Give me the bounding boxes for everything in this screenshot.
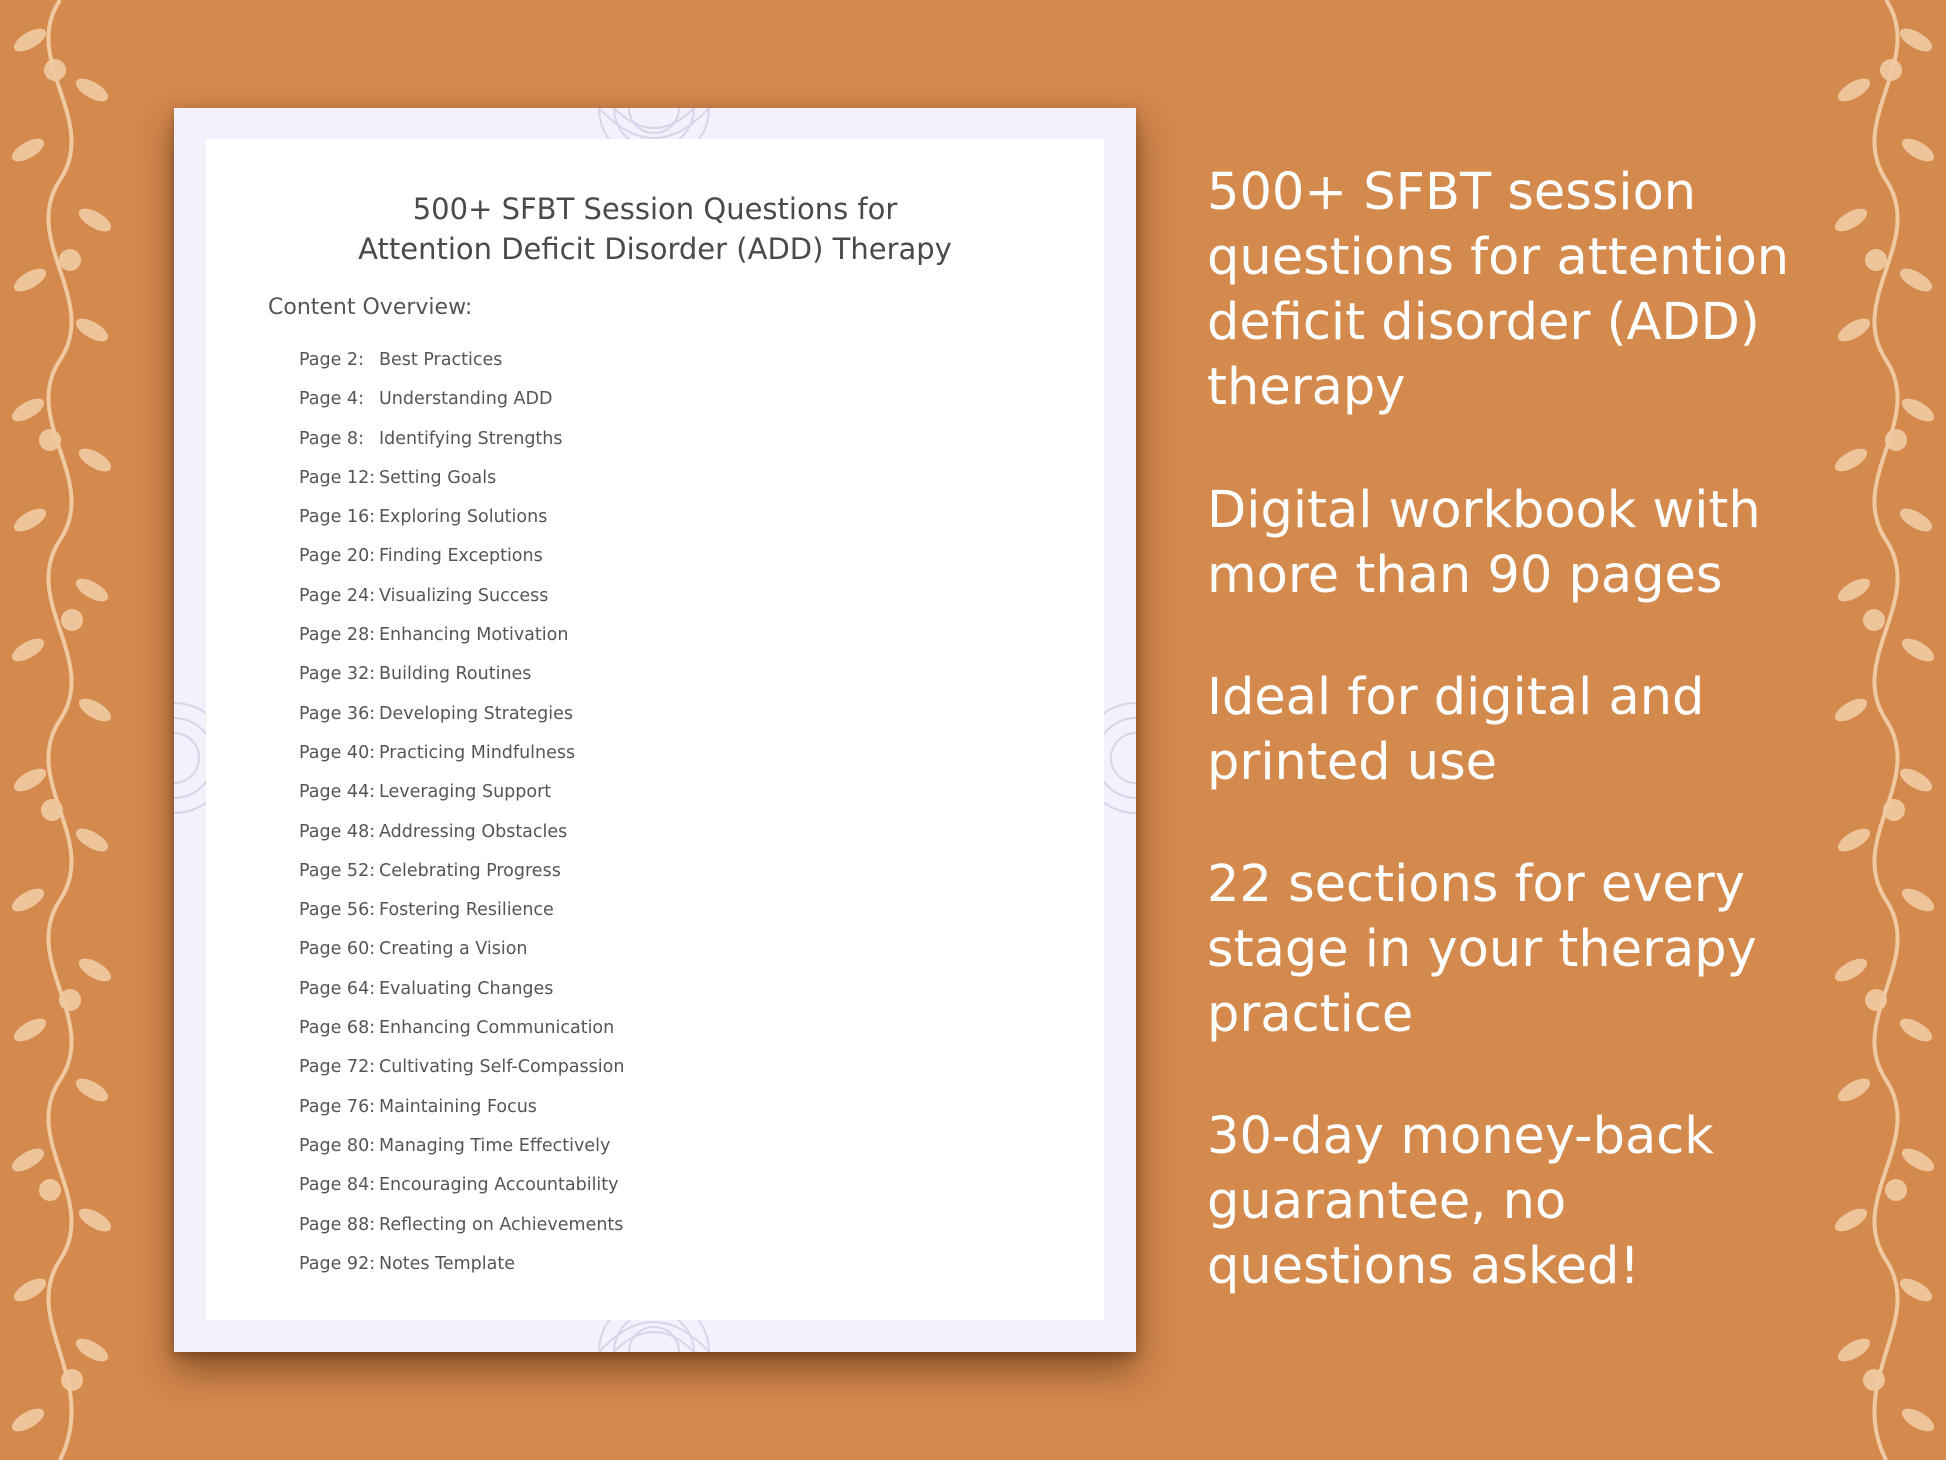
toc-item: Page 24: Visualizing Success [299,585,549,606]
toc-item: Page 84: Encouraging Accountability [299,1175,619,1196]
floral-vine-left-icon [0,0,130,1460]
toc-item: Page 72: Cultivating Self-Compassion [299,1057,625,1078]
toc-item: Page 16: Exploring Solutions [299,507,548,528]
toc-item: Page 44: Leveraging Support [299,782,552,803]
toc-item: Page 88: Reflecting on Achievements [299,1214,624,1235]
toc-item: Page 76: Maintaining Focus [299,1096,537,1117]
document-title-line2: Attention Deficit Disorder (ADD) Therapy [358,232,952,266]
toc-item: Page 56: Fostering Resilience [299,900,554,921]
document-preview [174,108,1136,1352]
toc-item: Page 64: Evaluating Changes [299,978,554,999]
toc-item: Page 92: Notes Template [299,1253,515,1274]
document-page [206,139,1104,1320]
toc-item: Page 32: Building Routines [299,664,532,685]
floral-vine-right-icon [1816,0,1946,1460]
toc-item: Page 20: Finding Exceptions [299,546,543,567]
feature-item: 30-day money-back guarantee, no questions asked! [1207,1107,1714,1296]
toc-item: Page 52: Celebrating Progress [299,860,561,881]
feature-item: 500+ SFBT session questions for attention deficit disorder (ADD) therapy [1207,163,1790,417]
toc-item: Page 48: Addressing Obstacles [299,821,568,842]
toc-item: Page 8: Identifying Strengths [299,428,563,449]
feature-item: Digital workbook with more than 90 pages [1207,481,1761,605]
feature-item: 22 sections for every stage in your therapy practice [1207,855,1757,1044]
document-title-line1: 500+ SFBT Session Questions for [412,192,898,226]
toc-item: Page 36: Developing Strategies [299,703,574,724]
toc-item: Page 12: Setting Goals [299,467,497,488]
toc-item: Page 60: Creating a Vision [299,939,528,960]
content-overview-label: Content Overview: [268,295,473,320]
toc-item: Page 80: Managing Time Effectively [299,1135,611,1156]
toc-item: Page 4: Understanding ADD [299,389,553,410]
toc-item: Page 2: Best Practices [299,350,503,370]
document-title [206,189,1104,269]
toc-item: Page 28: Enhancing Motivation [299,625,569,646]
feature-item: Ideal for digital and printed use [1207,668,1705,792]
table-of-contents [299,341,624,1284]
toc-item: Page 68: Enhancing Communication [299,1018,615,1039]
toc-item: Page 40: Practicing Mindfulness [299,742,576,763]
